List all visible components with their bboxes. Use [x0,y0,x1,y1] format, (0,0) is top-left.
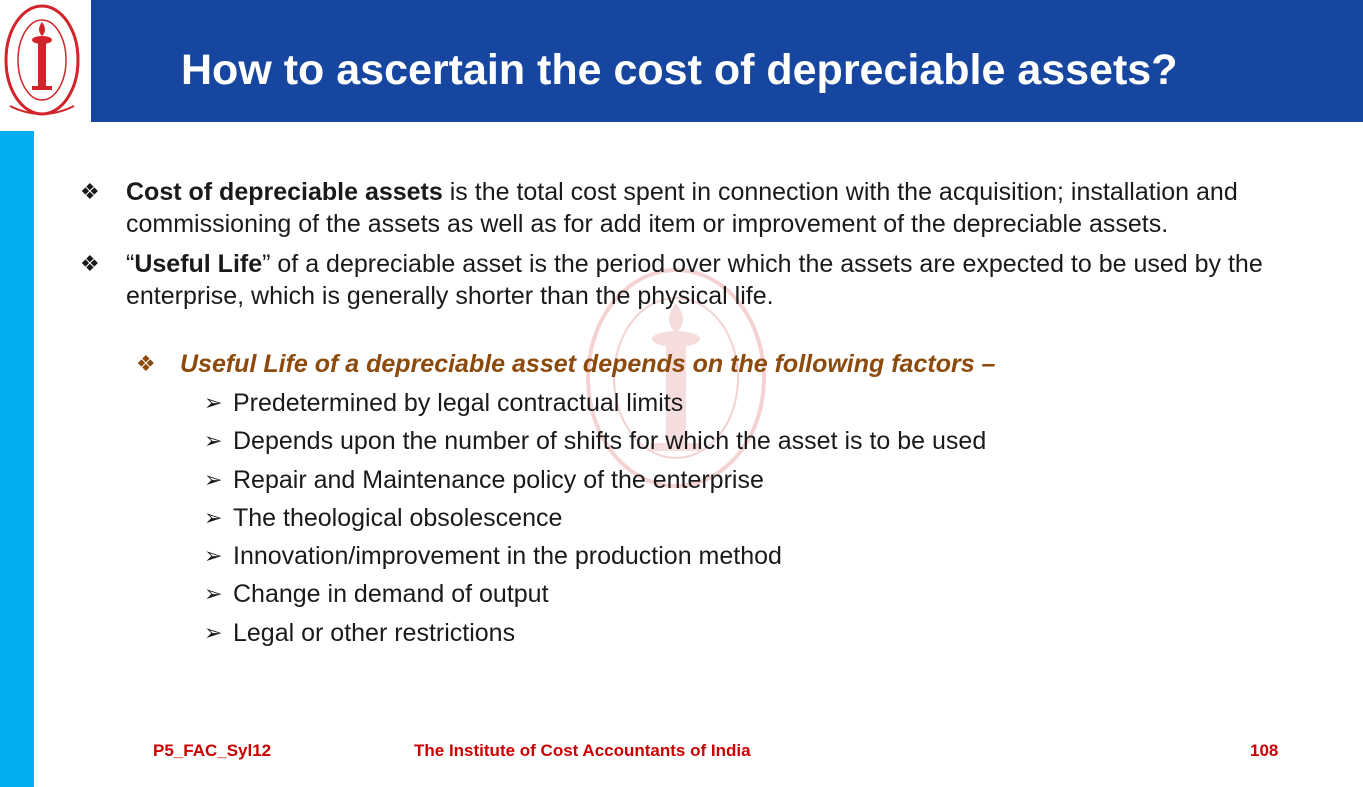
bullet-cost-of-depreciable-assets [80,176,1310,240]
institute-logo [0,0,91,122]
arrowhead-bullet-icon: ➢ [204,581,223,607]
footer-code: P5_FAC_Syl12 [153,741,272,760]
bullet-bold-term: Useful Life [134,250,263,278]
factors-list [80,384,1310,652]
arrowhead-bullet-icon: ➢ [204,428,223,454]
list-item: ➢ The theological obsolescence [204,499,1310,537]
slide-content [80,176,1310,652]
left-accent-strip [0,131,34,787]
list-item: ➢ Depends upon the number of shifts for which the asset is to be used [204,422,1310,460]
bullet-text: ” of a depreciable asset is the period over which the assets are expected to be used by the enterprise, which is generally shorter than the physical life. [126,250,1263,310]
bullet-prefix: “ [126,250,135,278]
diamond-bullet-icon: ❖ [136,351,156,376]
arrowhead-bullet-icon: ➢ [204,466,223,492]
list-item: ➢ Predetermined by legal contractual limits [204,384,1310,422]
footer-institute: The Institute of Cost Accountants of India [414,741,751,760]
bullet-bold-term: Cost of depreciable assets [126,178,443,206]
slide-title: How to ascertain the cost of depreciable assets? [181,46,1178,94]
arrowhead-bullet-icon: ➢ [204,504,223,530]
arrowhead-bullet-icon: ➢ [204,390,223,415]
list-item: ➢ Legal or other restrictions [204,614,1310,652]
institute-seal-icon [2,2,88,120]
bullet-text: is the total cost spent in connection with the acquisition; installation and commissioning of the assets as well as for add item or improvement of the depreciable assets. [126,178,1238,238]
arrowhead-bullet-icon: ➢ [204,619,223,645]
list-item: ➢ Change in demand of output [204,575,1310,613]
footer-page-number: 108 [1250,741,1279,760]
title-bar [91,0,1363,122]
bullet-useful-life [80,248,1310,312]
list-item: ➢ Innovation/improvement in the production method [204,537,1310,575]
factors-heading [80,348,1310,380]
arrowhead-bullet-icon: ➢ [204,543,223,569]
diamond-bullet-icon: ❖ [80,251,100,276]
diamond-bullet-icon: ❖ [80,179,100,204]
list-item: ➢ Repair and Maintenance policy of the enterprise [204,461,1310,499]
factors-heading-text: Useful Life of a depreciable asset depends on the following factors – [180,350,996,378]
